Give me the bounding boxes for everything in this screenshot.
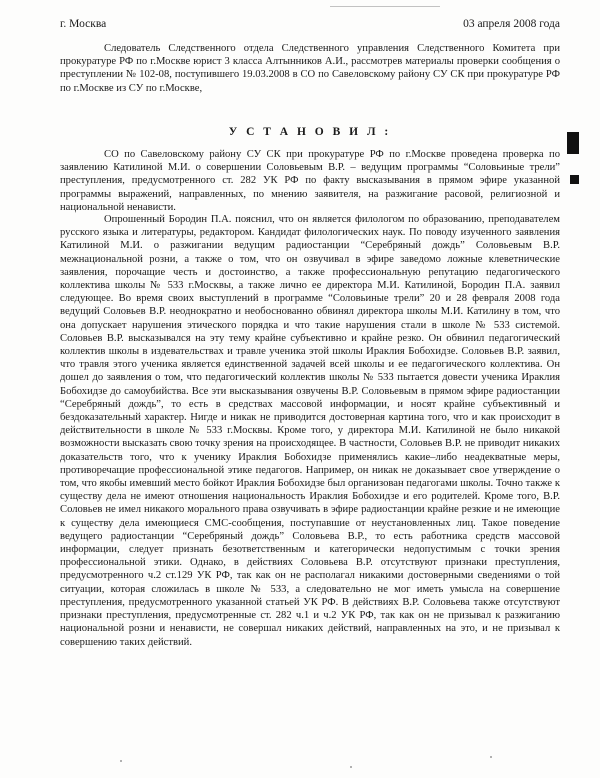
- scan-dust: [350, 766, 352, 768]
- scan-dust: [490, 756, 492, 758]
- scan-edge-mark: [567, 132, 579, 154]
- section-heading: У С Т А Н О В И Л :: [228, 126, 392, 138]
- testimony-paragraph: Опрошенный Бородин П.А. пояснил, что он является филологом по образованию, преподавателем русского языка и литературы, редактором. Кандидат филологических наук. По поводу изученного заявления Катилиной М.И. о разжигании ведущим радиостанции “Серебряный дождь” Соловьевым В.Р. межнациональной розни, а также о том, что он озвучивал в эфире заведомо ложные клеветнические заявления, порочащие честь и достоинство, а также профессиональную репутацию педагогического коллектива школы № 533 г.Москвы, а также лично ее директора М.И. Катилиной, Бородин П.А. заявил следующее. Во время своих выступлений в программе “Соловьиные трели” 20 и 28 февраля 2008 года ведущий Соловьев В.Р. неоднократно и необоснованно обвинял директора школы М.И. Катилину в том, что она допускает нарушения этического порядка и что такие нарушения стали в школе № 533 системой. Соловьев В.Р. высказывался на эту тему крайне субъективно и крайне резко. Он обвинил педагогический коллектив школы в издевательствах и травле ученика этой школы Ираклия Бобохидзе. Соловьев В.Р. заявил, что травля этого ученика является единственной задачей всей школы и ее педагогического коллектива. Он дошел до заявления о том, что педагогический коллектив школы № 533 пытается довести ученика Ираклия Бобохидзе до самоубийства. Все эти высказывания озвучены В.Р. Соловьевым в прямом эфире радиостанции “Серебряный дождь”, то есть в средствах массовой информации, и носят крайне субъективный и бездоказательный характер. Нигде и никак не приводится достоверная картина того, что и как происходит в действительности в школе № 533 г.Москвы. Кроме того, у директора М.И. Катилиной не было никакой возможности высказать свою точку зрения на происходящее. В частности, Соловьев В.Р. не приводит никаких доказательств того, что к ученику Ираклия Бобохидзе применялись какие–либо неадекватные меры, противоречащие профессиональной этике педагогов. Например, он никак не доказывает свое утверждение о том, что якобы имевший место бойкот Ираклия Бобохидзе был организован педагогами школы. Точно также к существу дела не имеют отношения национальность Ираклия Бобохидзе и его родителей. Кроме того, В.Р. Соловьев не имел никакого морального права озвучивать в эфире радиостанции крайне резкие и не имеющие к существу дела имеющиеся СМС-сообщения, поступавшие от неустановленных лиц. Такое поведение ведущего радиостанции “Серебряный дождь” Соловьева В.Р., то есть работника средств массовой информации, следует признать безответственным и категорически недопустимым с точки зрения профессиональной этики. Однако, в действиях Соловьева В.Р. отсутствуют признаки преступления, предусмотренного ч.2 ст.129 УК РФ, так как он не располагал никакими достоверными сведениями о той ситуации, которая сложилась в школе № 533, а следовательно не мог иметь умысла на совершение преступления, предусмотренного указанной статьей УК РФ. В действиях В.Р. Соловьева также отсутствуют признаки преступления, предусмотренные ст. 282 ч.1 и ч.2 УК РФ, так как он не призывал к разжиганию национальной розни и ненависти, не совершал никаких действий, направленных на это, и не призывал к совершению таких действий.: [60, 214, 560, 648]
- top-edge-scan-artifact: [330, 0, 440, 7]
- scan-dust: [120, 760, 122, 762]
- city-label: г. Москва: [60, 18, 107, 30]
- intro-paragraph: Следователь Следственного отдела Следственного управления Следственного Комитета при прокуратуре РФ по г.Москве юрист 3 класса Алтынников А.И., рассмотрев материалы проверки сообщения о преступлении № 102-08, поступившего 19.03.2008 в СО по Савеловскому району СУ СК при прокуратуре РФ по г.Москве из СУ по г.Москве,: [60, 43, 560, 94]
- document-date: 03 апреля 2008 года: [463, 18, 560, 30]
- document-header: [60, 18, 560, 30]
- scan-edge-mark-small: [570, 175, 579, 184]
- finding-paragraph: СО по Савеловскому району СУ СК при прокуратуре РФ по г.Москве проведена проверка по заявлению Катилиной М.И. о совершении Соловьевым В.Р. – ведущим программы “Соловьиные трели” преступления, предусмотренного ст. 282 УК РФ по факту высказывания в прямом эфире указанной программы выражений, направленных, по мнению заявителя, на разжигание расовой, религиозной и национальной ненависти.: [60, 149, 560, 213]
